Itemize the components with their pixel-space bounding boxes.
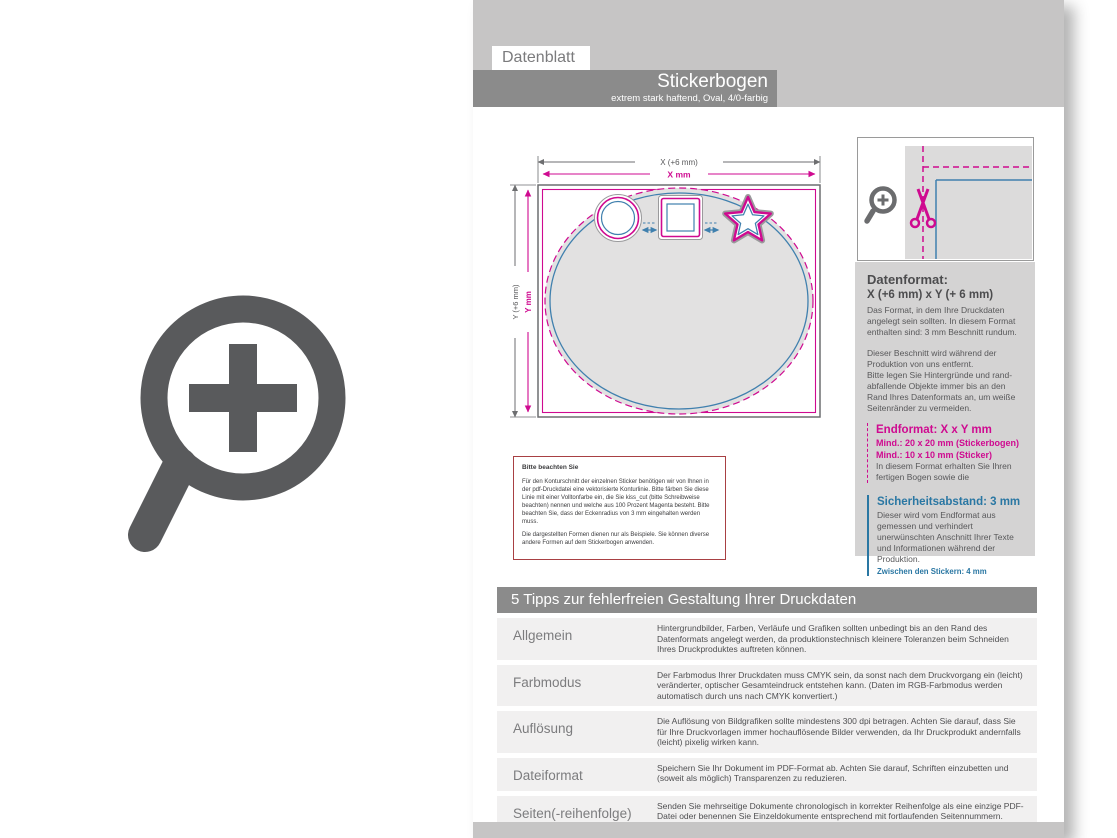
tip-label: Auflösung xyxy=(513,721,574,736)
dim-y-inner-label: Y mm xyxy=(524,291,533,313)
kiss-cut-notice xyxy=(513,456,726,560)
datenformat-p2: Dieser Beschnitt wird während der Produktion von uns entfernt. xyxy=(867,348,997,369)
endformat-min-bogen: Mind.: 20 x 20 mm (Stickerbogen) xyxy=(876,438,1020,448)
datenformat-p1: Das Format, in dem Ihre Druckdaten angelegt sein sollten. In diesem Format enthalten sind: 3 mm Beschnitt rundum. xyxy=(867,305,1017,337)
datasheet-page xyxy=(473,0,1064,838)
dimension-y-inner xyxy=(524,190,533,412)
zoom-icon-small xyxy=(867,189,895,222)
endformat-p1: In diesem Format erhalten Sie Ihren fertigen Bogen sowie die xyxy=(876,461,1012,482)
dim-x-inner-label: X mm xyxy=(667,169,691,180)
endformat-min-sticker: Mind.: 10 x 10 mm (Sticker) xyxy=(876,449,993,460)
datenformat-p3: Bitte legen Sie Hintergründe und randabfallende Objekte immer bis an den Rand Ihres Datenformats an, um weiße Seitenränder zu vermeiden. xyxy=(867,370,1016,413)
page-title: Stickerbogen xyxy=(657,71,768,92)
dimension-x-outer xyxy=(538,158,820,167)
format-info-panel xyxy=(855,262,1035,576)
tip-text: Hintergrundbilder, Farben, Verläufe und Grafiken sollten unbedingt bis an den Rand des Datenformats angelegt werden, da produktionstechnisch kleinere Toleranzen beim Schneiden Ihres Druckproduktes auftreten können. xyxy=(657,623,1009,654)
datenformat-section xyxy=(867,272,1023,414)
sticker-sheet-diagram xyxy=(505,140,835,440)
tips-header: 5 Tipps zur fehlerfreien Gestaltung Ihrer Druckdaten xyxy=(497,587,1037,613)
square-sticker xyxy=(659,196,703,240)
corner-zoom-graphic xyxy=(858,138,1032,259)
datenblatt-tab xyxy=(492,46,590,70)
tip-label: Allgemein xyxy=(513,628,573,643)
sticker-gap-note: Zwischen den Stickern: 4 mm xyxy=(877,567,987,576)
notice-paragraph-1: Für den Konturschnitt der einzelnen Sticker benötigen wir von Ihnen in der pdf-Druckdatei eine vektorisierte Konturlinie. Bitte färben Sie diese Linie mit einer Volltonfarbe ein, die Sie kiss_cut (bitte Schreibweise beachten) nennen und welche aus 100 Prozent Magenta besteht. Bitte beachten Sie, dass der Eckenradius von 3 mm eingehalten werden muss. xyxy=(522,479,710,525)
tip-label: Seiten(-reihenfolge) xyxy=(513,805,632,821)
dim-x-outer-label: X (+6 mm) xyxy=(660,158,698,167)
zoom-plus-icon xyxy=(128,283,368,568)
sicherheitsabstand-title: Sicherheitsabstand: 3 mm xyxy=(877,496,1021,508)
tip-row-aufloesung xyxy=(497,711,1037,753)
sicherheitsabstand-section xyxy=(867,495,1023,576)
datenformat-title: Datenformat: xyxy=(867,272,948,287)
datenblatt-label: Datenblatt xyxy=(502,49,575,66)
tips-section xyxy=(497,587,1037,829)
notice-title: Bitte beachten Sie xyxy=(522,464,579,471)
page-subtitle: extrem stark haftend, Oval, 4/0-farbig xyxy=(611,93,768,104)
tip-label: Farbmodus xyxy=(513,674,582,690)
endformat-title: Endformat: X x Y mm xyxy=(876,424,992,436)
footer-band xyxy=(473,822,1064,838)
sicherheitsabstand-p1: Dieser wird vom Endformat aus gemessen und verhindert unerwünschten Anschnitt Ihrer Texte und Informationen während der Produktion. xyxy=(877,510,1014,564)
tip-text: Die Auflösung von Bildgrafiken sollte mindestens 300 dpi betragen. Achten Sie darauf, dass Sie für Ihre Druckvorlagen immer hochauflösende Bilder verwenden, da Ihr Druckprodukt andernfalls (leicht) pixelig wirken kann. xyxy=(657,716,1021,747)
tip-text: Der Farbmodus Ihrer Druckdaten muss CMYK sein, da sonst nach dem Druckvorgang ein (leicht) veränderter, optischer Gesamteindruck entstehen kann. (Daten im RGB-Farbmodus werden automatisch durch uns nach CMYK konvertiert.) xyxy=(657,669,1023,701)
dim-y-outer-label: Y (+6 mm) xyxy=(511,284,520,320)
title-bar xyxy=(473,70,777,107)
tip-text: Senden Sie mehrseitige Dokumente chronologisch in korrekter Reihenfolge als eine einzige PDF-Datei oder benennen Sie Einzeldokumente entsprechend mit fortlaufenden Seitennummern. xyxy=(657,800,1024,821)
dimension-x-inner xyxy=(543,170,815,180)
endformat-section xyxy=(867,423,1023,483)
tip-label: Dateiformat xyxy=(513,767,583,783)
corner-zoom-preview xyxy=(857,137,1034,261)
dimension-y-outer xyxy=(511,185,520,417)
datenformat-formula: X (+6 mm) x Y (+ 6 mm) xyxy=(867,289,994,301)
tip-row-allgemein xyxy=(497,618,1037,660)
tip-text: Speichern Sie Ihr Dokument im PDF-Format ab. Achten Sie darauf, Schriften einzubetten und (soweit als möglich) Transparenzen zu reduzieren. xyxy=(657,762,1009,783)
notice-paragraph-2: Die dargestellten Formen dienen nur als Beispiele. Sie können diverse andere Formen auf dem Stickerbogen anwenden. xyxy=(522,532,710,546)
tip-row-dateiformat xyxy=(497,758,1037,791)
circle-sticker xyxy=(595,195,642,242)
tip-row-farbmodus xyxy=(497,665,1037,707)
